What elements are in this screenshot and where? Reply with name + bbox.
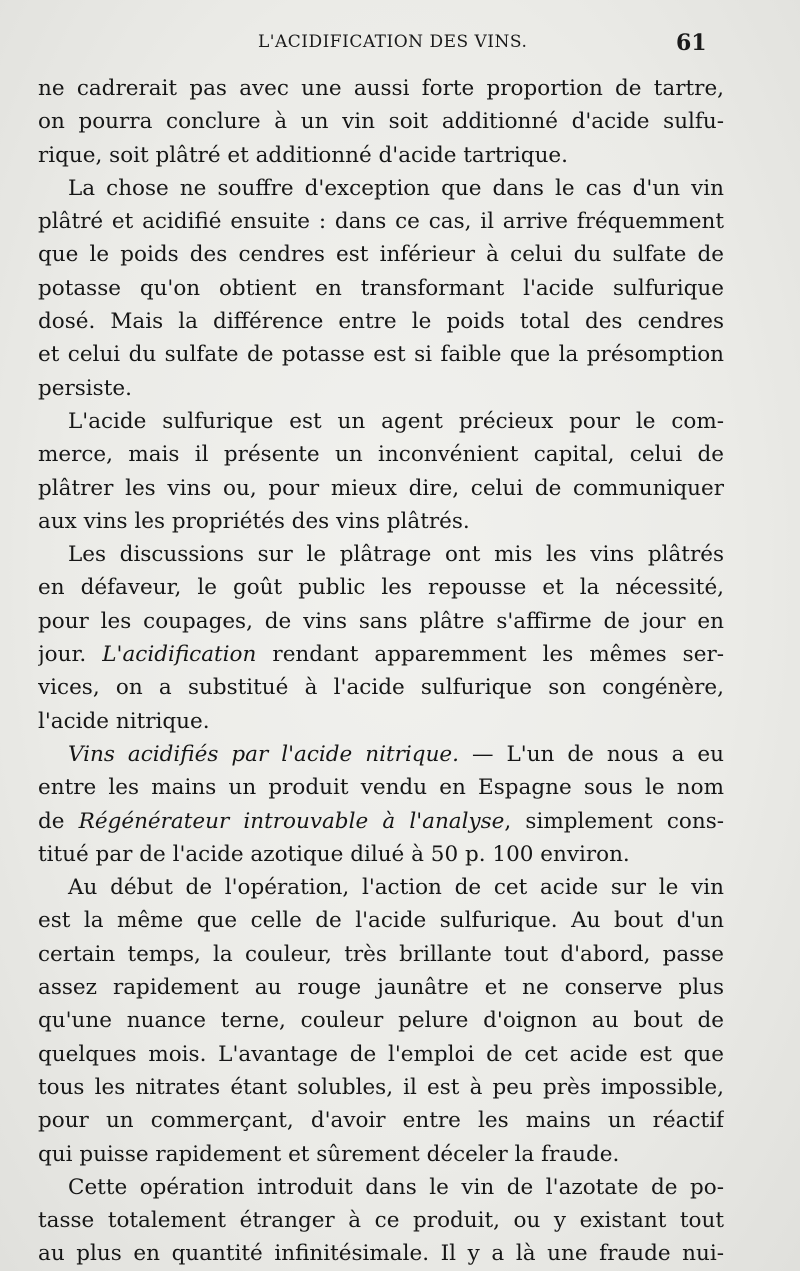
text-segment: Cette opération introduit dans le vin de l'azotate de po- [68,1174,724,1200]
text-line [38,438,724,471]
text-line [38,1171,724,1204]
text-line [38,172,724,205]
running-title: L'ACIDIFICATION DES VINS. [258,32,528,52]
text-line [38,105,724,138]
text-line [38,305,724,338]
text-segment: Au début de l'opération, l'action de cet acide sur le vin [68,875,724,901]
page-number: 61 [676,30,707,56]
text-line [38,1038,724,1071]
italic-text: Vins acidifiés par l'acide nitrique. [68,741,459,767]
text-line [38,272,724,305]
text-line [38,139,724,172]
text-segment: Les discussions sur le plâtrage ont mis les vins plâtrés [68,542,724,568]
text-segment: au plus en quantité infinitésimale. Il y a là une fraude nui- [38,1241,724,1267]
text-segment: La chose ne souffre d'exception que dans le cas d'un vin [68,175,724,201]
text-line [38,405,724,438]
text-line [38,338,724,371]
text-segment: — L'un de nous a eu [458,741,724,767]
text-line [38,1204,724,1237]
text-segment: merce, mais il présente un inconvénient capital, celui de [38,442,724,468]
text-segment: l'acide nitrique. [38,708,210,734]
text-line [38,571,724,604]
text-segment: rendant apparemment les mêmes ser- [256,642,724,668]
text-segment: plâtrer les vins ou, pour mieux dire, celui de communiquer [38,475,724,501]
text-line [38,205,724,238]
text-line [38,838,724,871]
text-segment: ne cadrerait pas avec une aussi forte proportion de tartre, [38,76,724,101]
text-segment: et celui du sulfate de potasse est si faible que la présomption [38,342,724,368]
text-line [38,1071,724,1104]
page-header [0,30,800,64]
text-segment: de [38,808,79,834]
text-segment: , simplement cons- [504,808,724,834]
text-segment: L'acide sulfurique est un agent précieux pour le com- [68,408,724,434]
text-line [38,971,724,1004]
text-segment: qui puisse rapidement et sûrement déceler la fraude. [38,1141,620,1167]
text-line [38,805,724,838]
text-segment: en défaveur, le goût public les repousse et la nécessité, [38,575,724,601]
text-segment: est la même que celle de l'acide sulfurique. Au bout d'un [38,908,724,934]
text-segment: entre les mains un produit vendu en Espagne sous le nom [38,775,724,801]
text-line [38,1138,724,1171]
text-line [38,1237,724,1270]
text-segment: rique, soit plâtré et additionné d'acide tartrique. [38,142,568,168]
text-segment: dosé. Mais la différence entre le poids total des cendres [38,309,724,335]
text-line [38,505,724,538]
text-line [38,72,724,105]
text-line [38,472,724,505]
text-line [38,1004,724,1037]
text-segment: potasse qu'on obtient en transformant l'acide sulfurique [38,275,724,301]
text-segment: on pourra conclure à un vin soit additionné d'acide sulfu- [38,109,724,135]
text-segment: tasse totalement étranger à ce produit, ou y existant tout [38,1208,724,1234]
text-segment: vices, on a substitué à l'acide sulfurique son congénère, [38,675,724,701]
text-line [38,738,724,771]
text-segment: pour un commerçant, d'avoir entre les mains un réactif [38,1108,724,1134]
text-segment: pour les coupages, de vins sans plâtre s'affirme de jour en [38,608,724,634]
text-line [38,904,724,937]
text-segment: titué par de l'acide azotique dilué à 50 p. 100 environ. [38,841,630,867]
text-segment: qu'une nuance terne, couleur pelure d'oignon au bout de [38,1008,724,1034]
text-segment: assez rapidement au rouge jaunâtre et ne conserve plus [38,975,724,1001]
text-line [38,605,724,638]
text-segment: persiste. [38,375,132,401]
text-segment: jour. [38,642,103,668]
text-line [38,372,724,405]
italic-text: Régénérateur introuvable à l'analyse [78,808,505,834]
text-segment: plâtré et acidifié ensuite : dans ce cas, il arrive fréquemment [38,209,724,235]
text-segment: quelques mois. L'avantage de l'emploi de cet acide est que [38,1041,724,1067]
text-line [38,871,724,904]
text-line [38,671,724,704]
text-line [38,771,724,804]
text-line [38,638,724,671]
body-text [38,72,724,1271]
text-line [38,1104,724,1137]
text-segment: certain temps, la couleur, très brillante tout d'abord, passe [38,941,724,967]
text-segment: tous les nitrates étant solubles, il est à peu près impossible, [38,1074,724,1100]
text-line [38,538,724,571]
text-line [38,938,724,971]
text-segment: que le poids des cendres est inférieur à celui du sulfate de [38,242,724,268]
italic-text: L'acidification [102,642,257,668]
text-segment: aux vins les propriétés des vins plâtrés. [38,508,470,534]
text-line [38,705,724,738]
text-line [38,238,724,271]
